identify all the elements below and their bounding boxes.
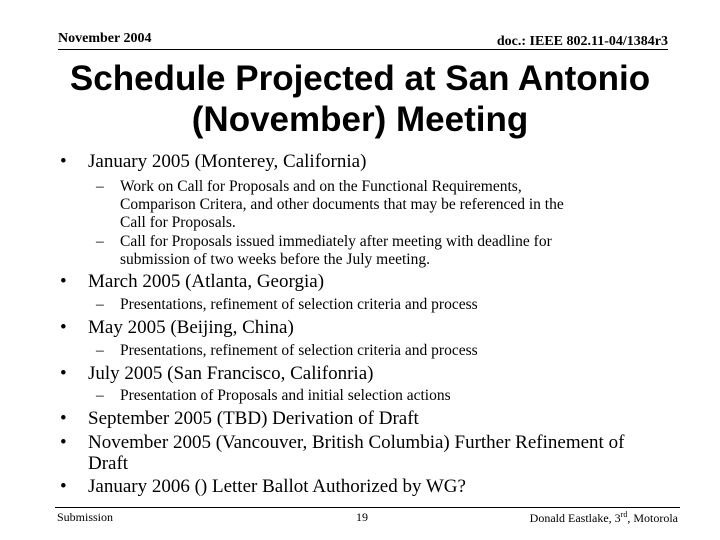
dash-icon: –: [96, 387, 104, 404]
dash-icon: –: [96, 342, 104, 359]
footer-rule: [55, 507, 680, 508]
bullet-text: July 2005 (San Francisco, Califonria): [88, 363, 374, 384]
bullet-dot-icon: •: [60, 476, 67, 497]
sub-bullet-line: Comparison Critera, and other documents that may be referenced in the: [120, 196, 564, 213]
footer-submission: Submission: [57, 510, 114, 524]
sub-bullet-line: Presentations, refinement of selection criteria and process: [120, 342, 478, 359]
sub-bullet-line: Presentations, refinement of selection criteria and process: [120, 296, 478, 313]
bullet-dot-icon: •: [60, 151, 67, 172]
bullet-text: January 2006 () Letter Ballot Authorized by WG?: [88, 476, 466, 497]
bullet-text-line: Draft: [88, 453, 129, 474]
header-date: November 2004: [58, 31, 152, 46]
sub-bullet-line: Call for Proposals issued immediately after meeting with deadline for: [120, 233, 552, 250]
title-line-1: Schedule Projected at San Antonio: [69, 59, 651, 98]
title-line-2: (November) Meeting: [191, 100, 529, 139]
sub-bullet-line: Presentation of Proposals and initial selection actions: [120, 387, 451, 404]
bullet-text: May 2005 (Beijing, China): [88, 317, 294, 338]
bullet-dot-icon: •: [60, 363, 67, 384]
bullet-dot-icon: •: [60, 317, 67, 338]
dash-icon: –: [96, 233, 104, 250]
header-doc-id: doc.: IEEE 802.11-04/1384r3: [496, 34, 668, 49]
bullet-dot-icon: •: [60, 432, 67, 453]
bullet-text-line: November 2005 (Vancouver, British Columbia) Further Refinement of: [88, 432, 625, 453]
footer-page-number: 19: [356, 510, 368, 524]
dash-icon: –: [96, 178, 104, 195]
sub-bullet-line: Work on Call for Proposals and on the Functional Requirements,: [120, 178, 522, 195]
footer-author-sup: rd: [620, 510, 628, 519]
bullet-text: January 2005 (Monterey, California): [88, 151, 367, 172]
page-title: [40, 58, 680, 140]
bullet-text: September 2005 (TBD) Derivation of Draft: [88, 408, 419, 429]
footer-author-prefix: Donald Eastlake, 3: [529, 511, 621, 525]
sub-bullet-line: Call for Proposals.: [120, 214, 236, 231]
footer-author-suffix: , Motorola: [627, 511, 678, 525]
bullet-dot-icon: •: [60, 408, 67, 429]
sub-bullet-line: submission of two weeks before the July meeting.: [120, 251, 430, 268]
bullet-text: March 2005 (Atlanta, Georgia): [88, 271, 325, 292]
footer-author: [530, 510, 678, 526]
bullet-dot-icon: •: [60, 271, 67, 292]
header-rule: [58, 49, 668, 50]
dash-icon: –: [96, 296, 104, 313]
